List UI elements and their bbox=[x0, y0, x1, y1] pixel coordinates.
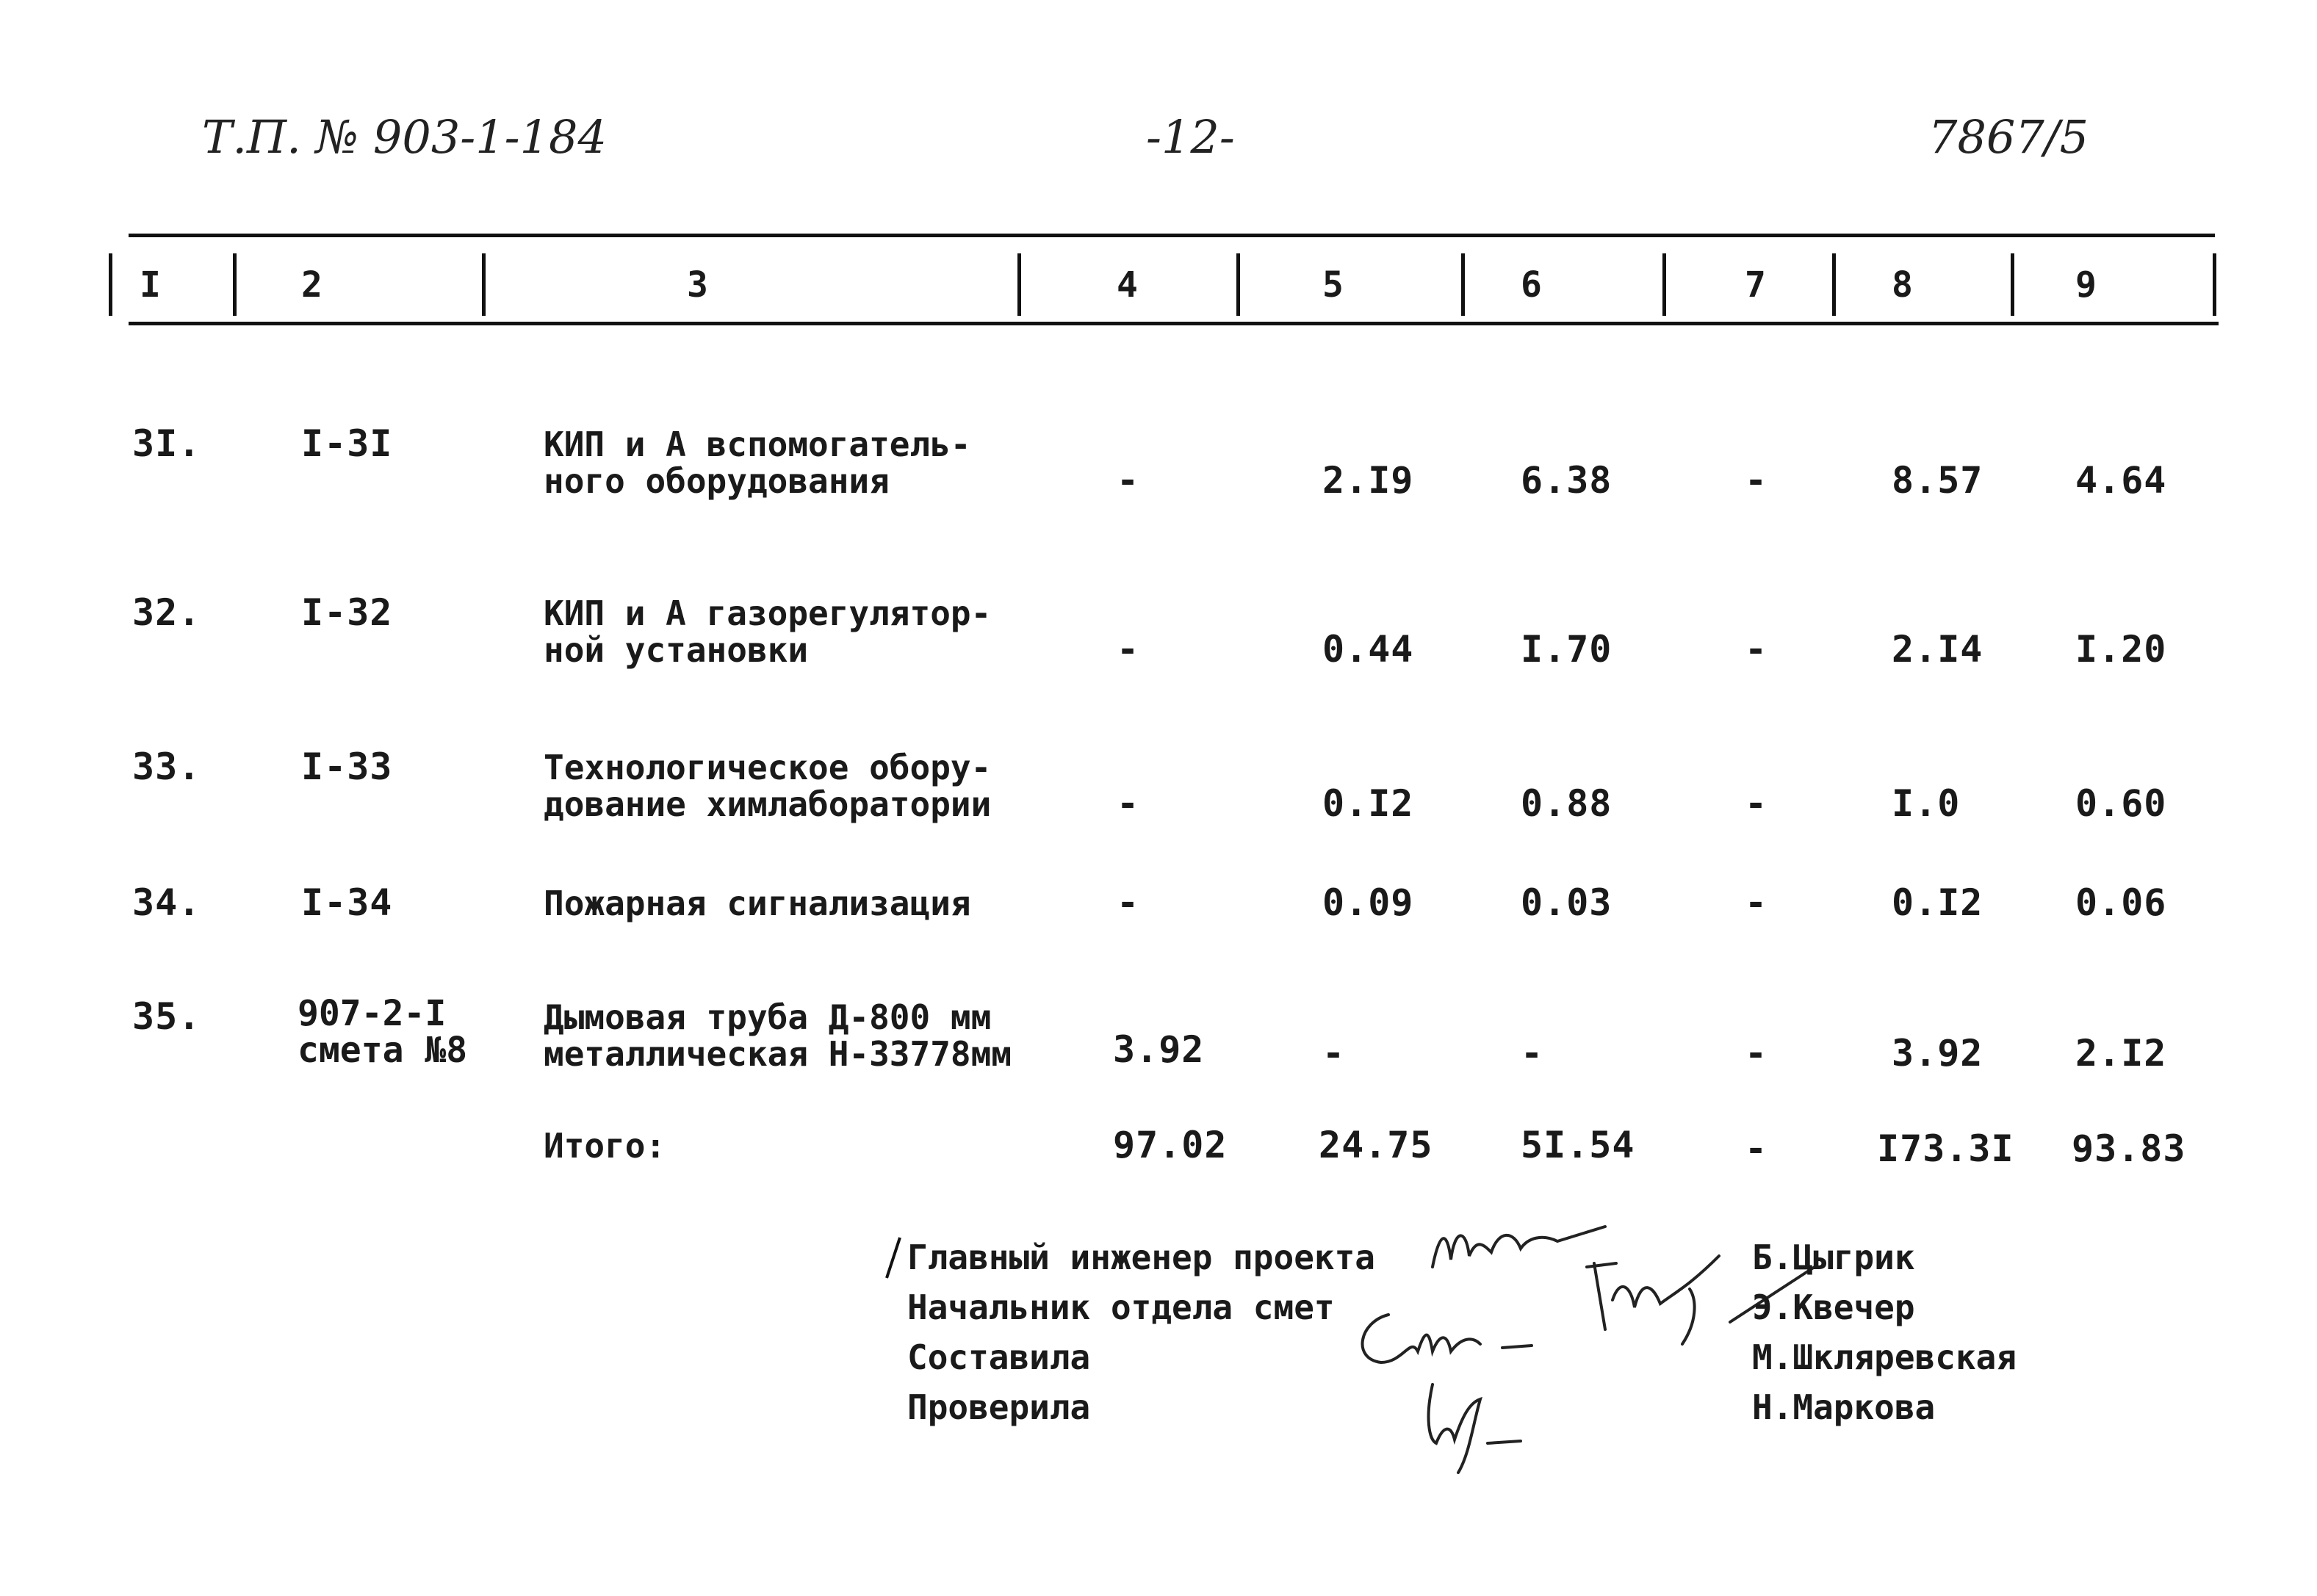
total-col5: 24.75 bbox=[1319, 1124, 1433, 1166]
row-number: 34. bbox=[132, 881, 201, 924]
cell-col7: - bbox=[1745, 628, 1768, 671]
column-divider bbox=[109, 253, 112, 316]
signature-mark bbox=[1410, 1373, 1557, 1484]
cell-col8: I.0 bbox=[1892, 782, 1961, 825]
signature-mark bbox=[1344, 1300, 1550, 1381]
cell-col9: 2.I2 bbox=[2075, 1032, 2167, 1075]
cell-col5: 0.09 bbox=[1322, 881, 1414, 924]
column-divider bbox=[1461, 253, 1465, 316]
signature-name: Б.Цыгрик bbox=[1752, 1238, 1915, 1277]
cell-col9: 4.64 bbox=[2075, 459, 2167, 502]
row-number: 32. bbox=[132, 591, 201, 634]
row-number: 35. bbox=[132, 995, 201, 1038]
column-number: 9 bbox=[2075, 264, 2097, 306]
row-number: 33. bbox=[132, 745, 201, 788]
cell-col5: 0.44 bbox=[1322, 628, 1414, 671]
cell-col4: - bbox=[1117, 459, 1140, 502]
column-divider bbox=[233, 253, 237, 316]
cell-col6: 0.88 bbox=[1521, 782, 1612, 825]
cell-col6: 0.03 bbox=[1521, 881, 1612, 924]
signature-role: Начальник отдела смет bbox=[907, 1288, 1335, 1327]
header-bottom-rule bbox=[129, 322, 2219, 325]
column-number: 4 bbox=[1117, 264, 1138, 306]
page-number: -12- bbox=[1146, 110, 1235, 164]
cell-col7: - bbox=[1745, 459, 1768, 502]
column-number: 7 bbox=[1745, 264, 1766, 306]
cell-col9: I.20 bbox=[2075, 628, 2167, 671]
header-top-rule bbox=[129, 234, 2215, 237]
cell-col5: - bbox=[1322, 1032, 1346, 1075]
cell-col4: - bbox=[1117, 881, 1140, 924]
cell-col5: 0.I2 bbox=[1322, 782, 1414, 825]
cell-col8: 8.57 bbox=[1892, 459, 1983, 502]
row-code: I-32 bbox=[301, 591, 393, 634]
cell-col7: - bbox=[1745, 782, 1768, 825]
cell-col7: - bbox=[1745, 881, 1768, 924]
row-description: Дымовая труба Д-800 мм металлическая Н-33778мм bbox=[544, 997, 1012, 1074]
cell-col4: - bbox=[1117, 628, 1140, 671]
total-col7: - bbox=[1745, 1127, 1768, 1170]
document-code: Т.П. № 903-1-184 bbox=[202, 110, 607, 164]
column-number: 5 bbox=[1322, 264, 1344, 306]
row-description: КИП и А вспомогатель- ного оборудования bbox=[544, 425, 971, 501]
column-number: 8 bbox=[1892, 264, 1913, 306]
row-code: I-3I bbox=[301, 422, 393, 465]
column-divider bbox=[482, 253, 486, 316]
cell-col7: - bbox=[1745, 1032, 1768, 1075]
row-number: 3I. bbox=[132, 422, 201, 465]
column-divider bbox=[1017, 253, 1021, 316]
total-col4: 97.02 bbox=[1113, 1124, 1228, 1166]
cell-col8: 0.I2 bbox=[1892, 881, 1983, 924]
row-code: I-34 bbox=[301, 881, 393, 924]
cell-col4: 3.92 bbox=[1113, 1028, 1205, 1071]
row-description: КИП и А газорегулятор- ной установки bbox=[544, 593, 992, 670]
total-col9: 93.83 bbox=[2072, 1127, 2186, 1170]
column-number: 6 bbox=[1521, 264, 1542, 306]
signature-mark bbox=[1579, 1249, 1741, 1351]
cell-col4: - bbox=[1117, 782, 1140, 825]
signature-name: Э.Квечер bbox=[1752, 1288, 1915, 1327]
column-divider bbox=[2011, 253, 2014, 316]
cell-col6: I.70 bbox=[1521, 628, 1612, 671]
row-code: 907-2-I смета №8 bbox=[298, 993, 468, 1071]
row-code: I-33 bbox=[301, 745, 393, 788]
archive-number: 7867/5 bbox=[1928, 110, 2089, 164]
total-label: Итого: bbox=[544, 1126, 666, 1166]
column-divider bbox=[2213, 253, 2216, 316]
cell-col5: 2.I9 bbox=[1322, 459, 1414, 502]
signature-bracket bbox=[878, 1234, 907, 1285]
column-number: 3 bbox=[687, 264, 708, 306]
row-description: Технологическое обору- дование химлаборатории bbox=[544, 748, 992, 824]
signature-role: Главный инженер проекта bbox=[907, 1238, 1375, 1277]
column-number: 2 bbox=[301, 264, 322, 306]
total-col6: 5I.54 bbox=[1521, 1124, 1635, 1166]
cell-col9: 0.60 bbox=[2075, 782, 2167, 825]
cell-col8: 3.92 bbox=[1892, 1032, 1983, 1075]
signature-role: Составила bbox=[907, 1337, 1091, 1377]
column-number: I bbox=[140, 264, 161, 306]
cell-col6: - bbox=[1521, 1032, 1544, 1075]
row-description: Пожарная сигнализация bbox=[544, 884, 971, 923]
cell-col6: 6.38 bbox=[1521, 459, 1612, 502]
signature-name: М.Шкляревская bbox=[1752, 1337, 2017, 1377]
cell-col8: 2.I4 bbox=[1892, 628, 1983, 671]
column-divider bbox=[1236, 253, 1240, 316]
column-divider bbox=[1662, 253, 1666, 316]
total-col8: I73.3I bbox=[1877, 1127, 2014, 1170]
cell-col9: 0.06 bbox=[2075, 881, 2167, 924]
signature-name: Н.Маркова bbox=[1752, 1387, 1936, 1427]
signature-role: Проверила bbox=[907, 1387, 1091, 1427]
column-divider bbox=[1832, 253, 1836, 316]
